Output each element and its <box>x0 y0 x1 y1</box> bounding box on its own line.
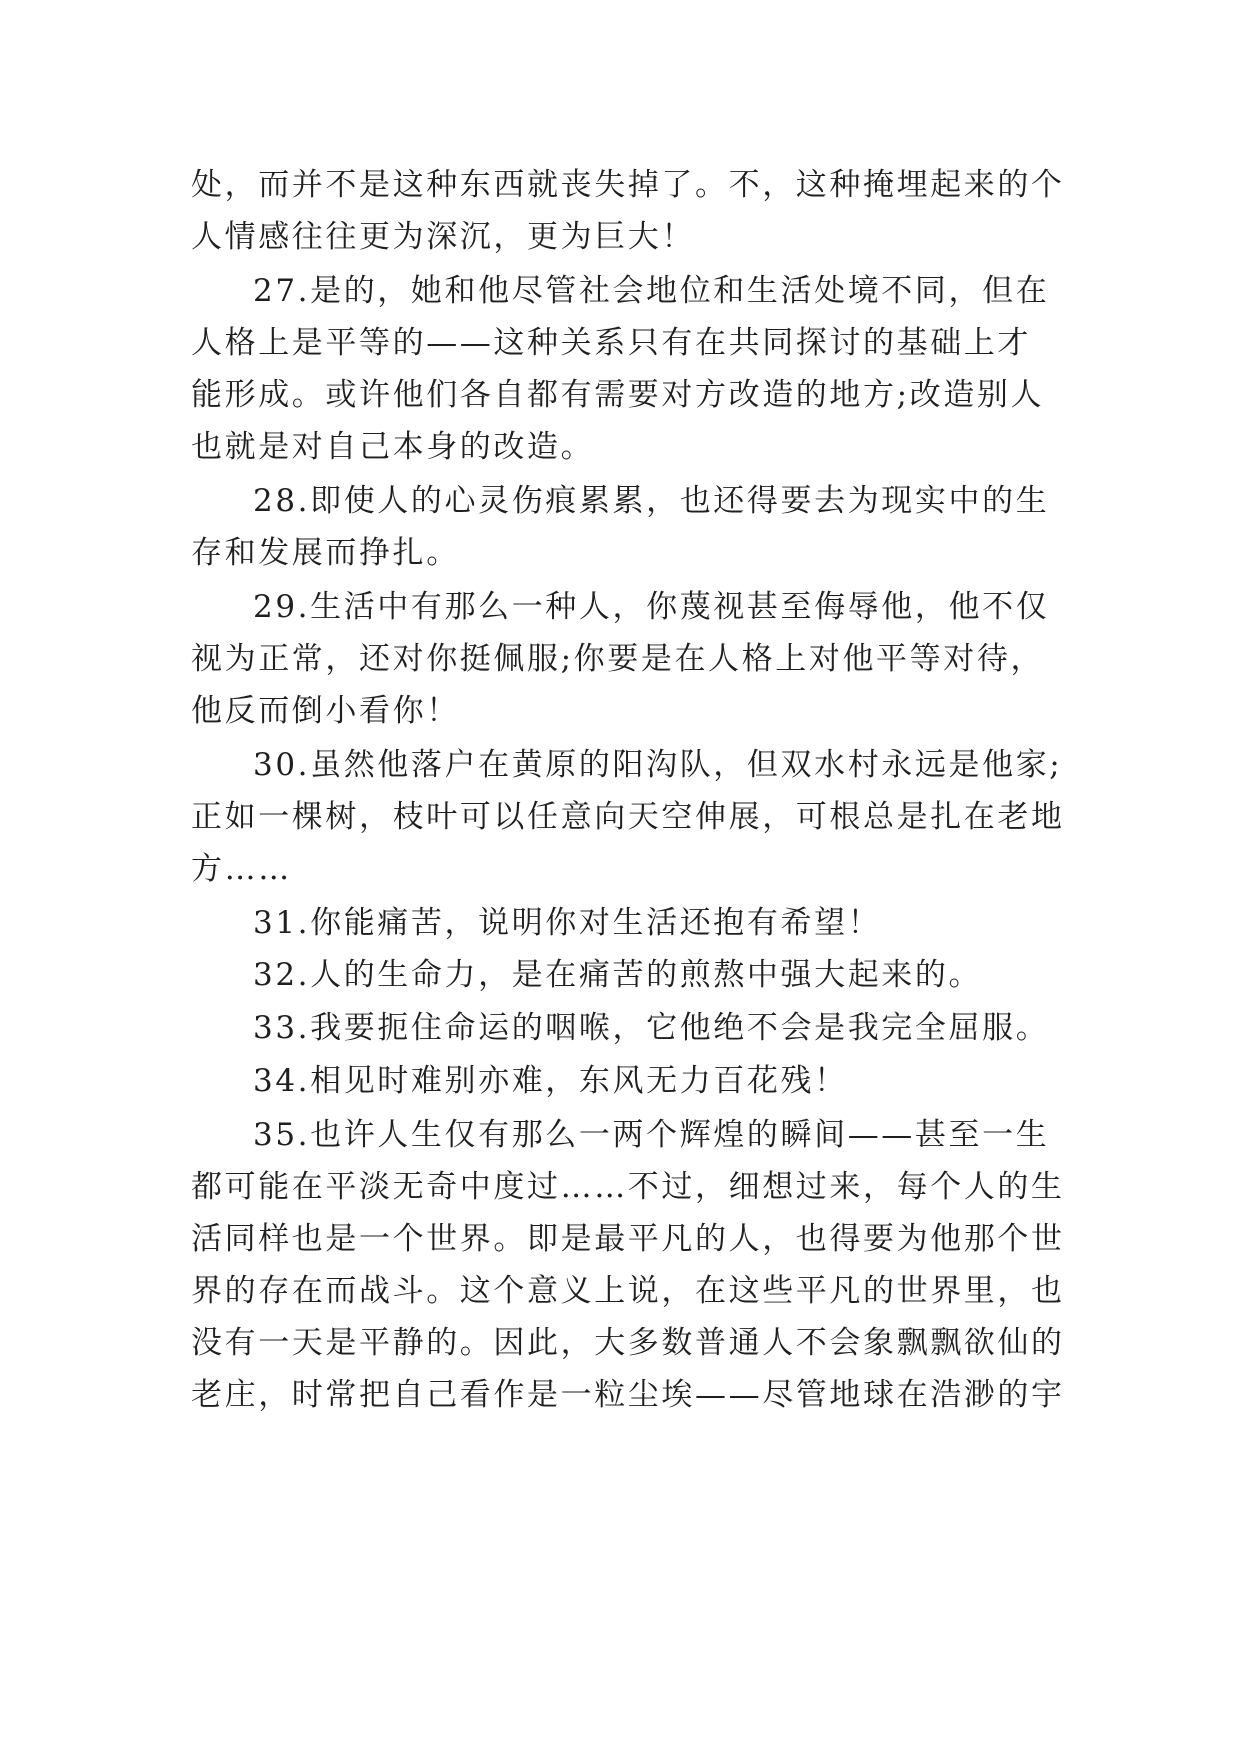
text-line: 视为正常，还对你挺佩服;你要是在人格上对他平等对待， <box>191 641 1045 677</box>
text-line-item-32: 32.人的生命力，是在痛苦的煎熬中强大起来的。 <box>253 957 983 993</box>
text-line: 也就是对自己本身的改造。 <box>191 429 595 465</box>
text-line-item-35: 35.也许人生仅有那么一两个辉煌的瞬间——甚至一生 <box>253 1117 1050 1153</box>
text-line: 他反而倒小看你！ <box>191 693 460 729</box>
text-line: 存和发展而挣扎。 <box>191 535 460 571</box>
text-line: 都可能在平淡无奇中度过……不过，细想过来，每个人的生 <box>191 1169 1065 1205</box>
text-line-item-34: 34.相见时难别亦难，东风无力百花残！ <box>253 1063 848 1099</box>
text-line-item-28: 28.即使人的心灵伤痕累累，也还得要去为现实中的生 <box>253 483 1050 519</box>
text-line: 人格上是平等的——这种关系只有在共同探讨的基础上才 <box>191 325 1031 361</box>
text-line-item-30: 30.虽然他落户在黄原的阳沟队，但双水村永远是他家; <box>253 747 1063 783</box>
text-line: 方…… <box>191 851 292 887</box>
text-line: 能形成。或许他们各自都有需要对方改造的地方;改造别人 <box>191 377 1045 413</box>
text-line: 老庄，时常把自己看作是一粒尘埃——尽管地球在浩渺的宇 <box>191 1377 1065 1413</box>
text-line: 活同样也是一个世界。即是最平凡的人，也得要为他那个世 <box>191 1221 1065 1257</box>
text-line: 没有一天是平静的。因此，大多数普通人不会象飘飘欲仙的 <box>191 1325 1065 1361</box>
text-line: 界的存在而战斗。这个意义上说，在这些平凡的世界里，也 <box>191 1273 1065 1309</box>
text-line: 人情感往往更为深沉，更为巨大！ <box>191 219 695 255</box>
text-line-item-31: 31.你能痛苦，说明你对生活还抱有希望！ <box>253 905 882 941</box>
text-line-item-27: 27.是的，她和他尽管社会地位和生活处境不同，但在 <box>253 273 1050 309</box>
text-line: 正如一棵树，枝叶可以任意向天空伸展，可根总是扎在老地 <box>191 799 1065 835</box>
text-line: 处，而并不是这种东西就丧失掉了。不，这种掩埋起来的个 <box>191 167 1065 203</box>
text-line-item-33: 33.我要扼住命运的咽喉，它他绝不会是我完全屈服。 <box>253 1010 1050 1046</box>
text-line-item-29: 29.生活中有那么一种人，你蔑视甚至侮辱他，他不仅 <box>253 589 1050 625</box>
